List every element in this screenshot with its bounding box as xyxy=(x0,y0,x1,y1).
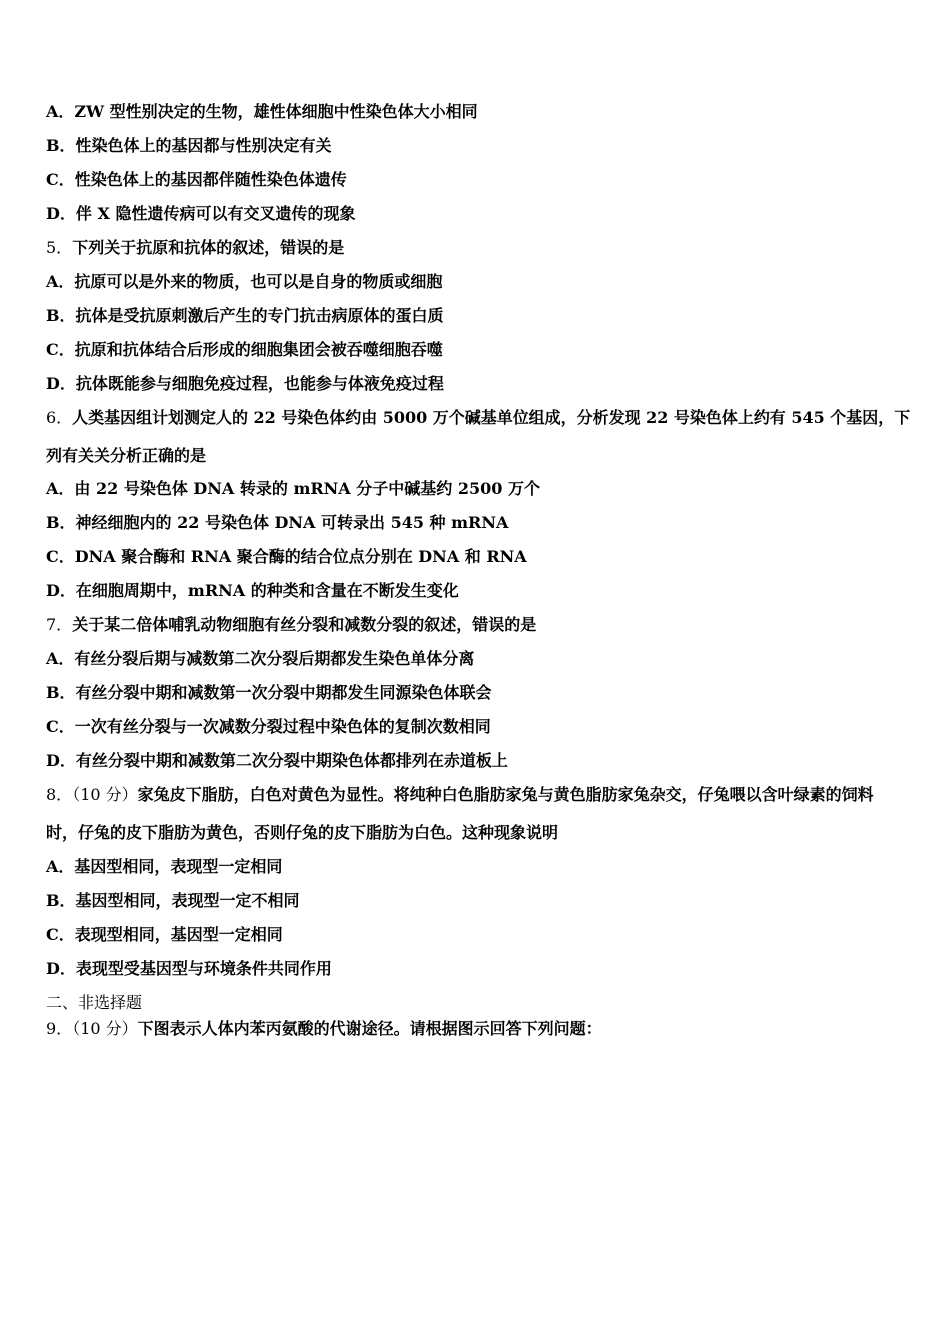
option-text: 抗体是受抗原刺激后产生的专门抗击病原体的蛋白质 xyxy=(75,306,444,325)
q7-stem xyxy=(46,615,536,635)
option-letter: A． xyxy=(46,479,75,498)
q4-option-c xyxy=(46,170,347,190)
option-letter: D． xyxy=(46,374,76,393)
option-letter: B． xyxy=(46,136,76,155)
option-letter: D． xyxy=(46,204,76,223)
question-number: 8． xyxy=(46,785,73,804)
question-text: 家兔皮下脂肪，白色对黄色为显性。将纯种白色脂肪家兔与黄色脂肪家兔杂交，仔兔喂以含叶绿素的饲料 xyxy=(137,785,874,804)
q7-option-d xyxy=(46,751,508,771)
option-letter: A． xyxy=(46,857,75,876)
q6-option-a xyxy=(46,479,540,499)
q7-option-c xyxy=(46,717,491,737)
question-text: 时，仔兔的皮下脂肪为黄色，否则仔兔的皮下脂肪为白色。这种现象说明 xyxy=(46,823,559,842)
option-text: ZW 型性别决定的生物，雄性体细胞中性染色体大小相同 xyxy=(74,102,478,121)
option-letter: A． xyxy=(46,272,75,291)
option-letter: B． xyxy=(46,513,76,532)
option-text: DNA 聚合酶和 RNA 聚合酶的结合位点分别在 DNA 和 RNA xyxy=(74,547,527,566)
option-text: 抗原和抗体结合后形成的细胞集团会被吞噬细胞吞噬 xyxy=(74,340,443,359)
question-text: 下列关于抗原和抗体的叙述，错误的是 xyxy=(72,238,345,257)
question-number: 9． xyxy=(46,1019,73,1038)
option-text: 有丝分裂中期和减数第一次分裂中期都发生同源染色体联会 xyxy=(75,683,492,702)
q6-option-d xyxy=(46,581,459,601)
q5-option-b xyxy=(46,306,444,326)
option-text: 有丝分裂中期和减数第二次分裂中期染色体都排列在赤道板上 xyxy=(75,751,508,770)
q8-option-d xyxy=(46,959,332,979)
option-text: 抗体既能参与细胞免疫过程，也能参与体液免疫过程 xyxy=(75,374,444,393)
q4-option-b xyxy=(46,136,332,156)
q7-option-b xyxy=(46,683,492,703)
question-score: （10 分） xyxy=(72,785,138,804)
option-text: 有丝分裂后期与减数第二次分裂后期都发生染色单体分离 xyxy=(74,649,475,668)
option-letter: C． xyxy=(46,340,75,359)
q9-stem xyxy=(46,1019,602,1039)
question-number: 7． xyxy=(46,615,73,634)
option-text: 一次有丝分裂与一次减数分裂过程中染色体的复制次数相同 xyxy=(74,717,491,736)
q6-stem-line2 xyxy=(46,446,206,466)
question-text: 下图表示人体内苯丙氨酸的代谢途径。请根据图示回答下列问题： xyxy=(137,1019,602,1038)
question-text: 列有关关分析正确的是 xyxy=(46,446,207,465)
q8-option-c xyxy=(46,925,283,945)
option-text: 抗原可以是外来的物质，也可以是自身的物质或细胞 xyxy=(74,272,443,291)
option-text: 由 22 号染色体 DNA 转录的 mRNA 分子中碱基约 2500 万个 xyxy=(74,479,540,498)
option-letter: D． xyxy=(46,751,76,770)
option-letter: B． xyxy=(46,891,76,910)
q6-option-b xyxy=(46,513,508,533)
option-letter: A． xyxy=(46,649,75,668)
option-text: 性染色体上的基因都与性别决定有关 xyxy=(75,136,332,155)
q7-option-a xyxy=(46,649,474,669)
q4-option-a xyxy=(46,102,478,122)
option-letter: D． xyxy=(46,959,76,978)
question-text: 人类基因组计划测定人的 22 号染色体约由 5000 万个碱基单位组成，分析发现 22 号染色体上约有 545 个基因，下 xyxy=(72,408,911,427)
question-number: 6． xyxy=(46,408,73,427)
q8-option-a xyxy=(46,857,282,877)
option-letter: A． xyxy=(46,102,75,121)
option-text: 性染色体上的基因都伴随性染色体遗传 xyxy=(74,170,347,189)
question-text: 关于某二倍体哺乳动物细胞有丝分裂和减数分裂的叙述，错误的是 xyxy=(72,615,537,634)
option-text: 表现型受基因型与环境条件共同作用 xyxy=(75,959,332,978)
q5-option-d xyxy=(46,374,444,394)
q4-option-d xyxy=(46,204,355,224)
option-text: 表现型相同，基因型一定相同 xyxy=(74,925,283,944)
option-text: 基因型相同，表现型一定相同 xyxy=(74,857,283,876)
option-letter: C． xyxy=(46,925,75,944)
q8-option-b xyxy=(46,891,300,911)
q8-stem-line2 xyxy=(46,823,558,843)
option-letter: D． xyxy=(46,581,76,600)
option-letter: C． xyxy=(46,717,75,736)
q8-stem-line1 xyxy=(46,785,874,805)
question-number: 5． xyxy=(46,238,73,257)
option-letter: B． xyxy=(46,683,76,702)
option-text: 在细胞周期中，mRNA 的种类和含量在不断发生变化 xyxy=(75,581,459,600)
section-title: 二、非选择题 xyxy=(46,993,143,1012)
q5-option-a xyxy=(46,272,442,292)
option-letter: C． xyxy=(46,170,75,189)
option-text: 基因型相同，表现型一定不相同 xyxy=(75,891,300,910)
question-score: （10 分） xyxy=(72,1019,138,1038)
option-text: 伴 X 隐性遗传病可以有交叉遗传的现象 xyxy=(75,204,356,223)
option-letter: C． xyxy=(46,547,75,566)
option-text: 神经细胞内的 22 号染色体 DNA 可转录出 545 种 mRNA xyxy=(75,513,509,532)
q5-stem xyxy=(46,238,344,258)
q5-option-c xyxy=(46,340,443,360)
q6-option-c xyxy=(46,547,527,567)
q6-stem-line1 xyxy=(46,408,910,428)
option-letter: B． xyxy=(46,306,76,325)
